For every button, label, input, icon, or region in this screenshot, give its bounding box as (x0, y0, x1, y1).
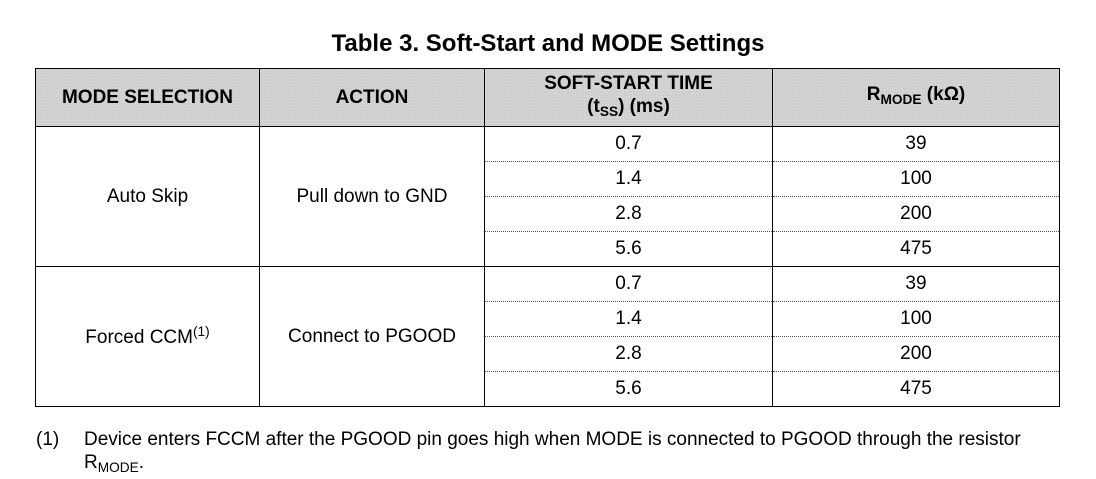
cell-rmode: 39 (773, 127, 1060, 162)
table-row (36, 267, 1060, 302)
header-rmode (773, 69, 1060, 127)
footnote-end: . (138, 452, 145, 473)
cell-rmode: 200 (773, 337, 1060, 372)
footnote-number: (1) (36, 429, 60, 450)
table-header-row (36, 69, 1060, 127)
cell-action: Connect to PGOOD (260, 267, 485, 407)
mode-footnote-ref: (1) (192, 324, 210, 340)
cell-rmode: 475 (773, 232, 1060, 267)
cell-soft-start-time: 0.7 (485, 127, 773, 162)
cell-soft-start-time: 1.4 (485, 302, 773, 337)
cell-mode-selection (36, 267, 260, 407)
header-soft-start-close: ) (ms) (618, 95, 670, 117)
cell-rmode: 100 (773, 162, 1060, 197)
footnote-sub: MODE (97, 460, 139, 476)
footnote-text: Device enters FCCM after the PGOOD pin goes high when MODE is connected to PGOOD through the resistor R (84, 429, 1021, 473)
header-rmode-sub: MODE (880, 92, 922, 108)
header-soft-start-time (485, 69, 773, 127)
mode-label: Forced CCM (85, 326, 193, 348)
table-title: Table 3. Soft-Start and MODE Settings (331, 30, 765, 57)
header-soft-start-sub: SS (599, 104, 619, 120)
cell-soft-start-time: 1.4 (485, 162, 773, 197)
header-soft-start-line1: SOFT-START TIME (544, 72, 713, 94)
header-mode-selection: MODE SELECTION (36, 69, 260, 127)
cell-soft-start-time: 2.8 (485, 337, 773, 372)
cell-rmode: 39 (773, 267, 1060, 302)
header-rmode-r: R (866, 84, 881, 106)
header-soft-start-open: (t (587, 95, 600, 117)
cell-soft-start-time: 0.7 (485, 267, 773, 302)
cell-action: Pull down to GND (260, 127, 485, 267)
header-rmode-unit: (kΩ) (921, 84, 966, 106)
header-action: ACTION (260, 69, 485, 127)
footnote-text-block (84, 428, 1044, 479)
cell-mode-selection (36, 127, 260, 267)
mode-label: Auto Skip (106, 185, 189, 207)
mode-settings-table (35, 68, 1060, 407)
table-row (36, 127, 1060, 162)
cell-rmode: 100 (773, 302, 1060, 337)
cell-soft-start-time: 2.8 (485, 197, 773, 232)
cell-soft-start-time: 5.6 (485, 372, 773, 407)
cell-soft-start-time: 5.6 (485, 232, 773, 267)
cell-rmode: 475 (773, 372, 1060, 407)
cell-rmode: 200 (773, 197, 1060, 232)
